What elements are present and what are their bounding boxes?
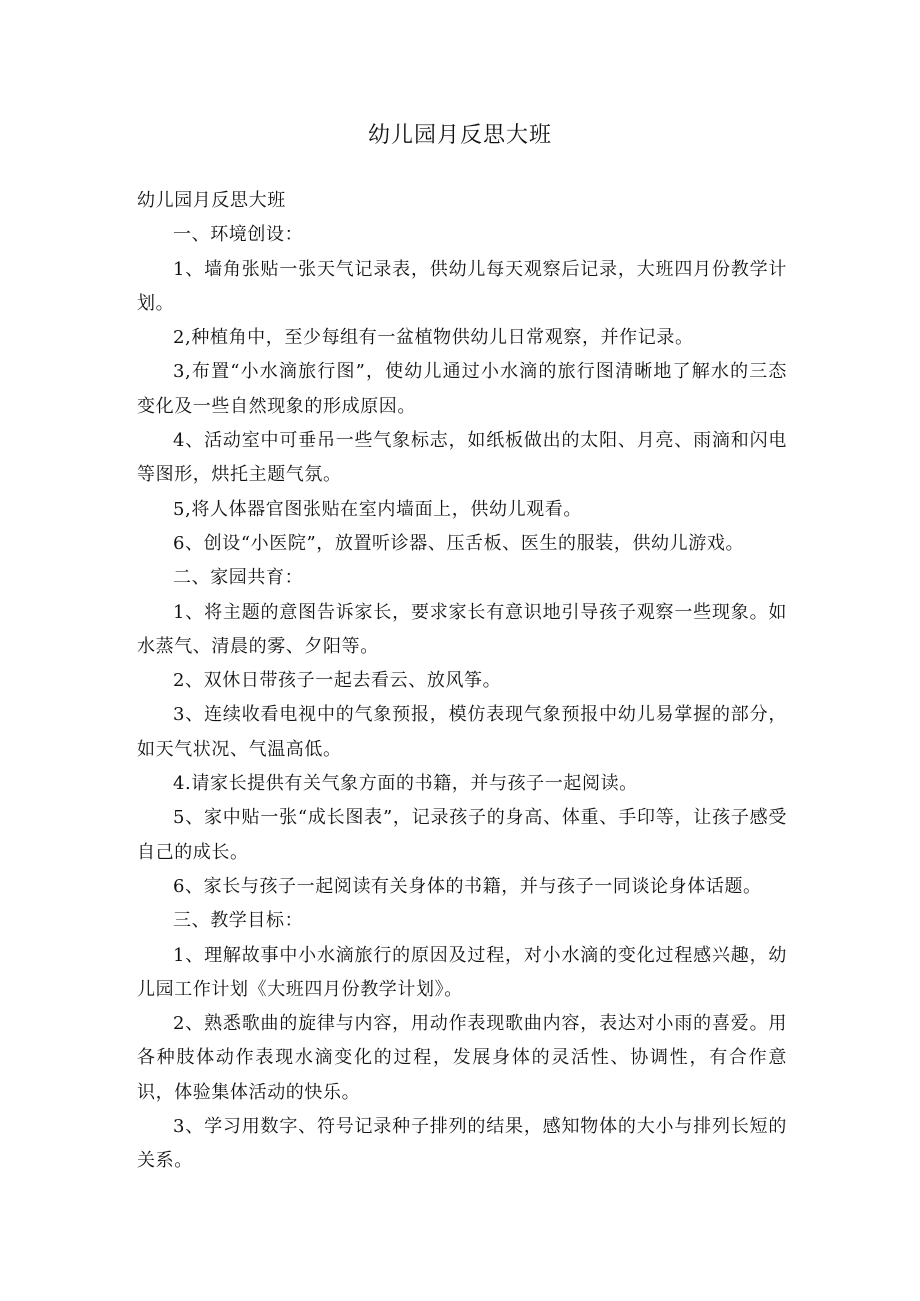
document-title: 幼儿园月反思大班 (367, 123, 552, 148)
paragraph: 2、熟悉歌曲的旋律与内容，用动作表现歌曲内容，表达对小雨的喜爱。用各种肢体动作表现水滴变化的过程，发展身体的灵活性、协调性，有合作意识，体验集体活动的快乐。 (137, 1013, 787, 1103)
section-heading-home-school: 二、家园共育： (173, 567, 304, 589)
paragraph: 6、家长与孩子一起阅读有关身体的书籍，并与孩子一同谈论身体话题。 (173, 875, 762, 897)
paragraph: 3,布置“小水滴旅行图”，使幼儿通过小水滴的旅行图清晰地了解水的三态变化及一些自然现象的形成原因。 (137, 361, 787, 417)
document-body (137, 184, 787, 1179)
paragraph: 1、将主题的意图告诉家长，要求家长有意识地引导孩子观察一些现象。如水蒸气、清晨的雾、夕阳等。 (137, 601, 787, 657)
paragraph: 6、创设“小医院”，放置听诊器、压舌板、医生的服装，供幼儿游戏。 (173, 532, 745, 554)
paragraph: 1、理解故事中小水滴旅行的原因及过程，对小水滴的变化过程感兴趣，幼儿园工作计划《大班四月份教学计划》。 (137, 944, 787, 1000)
section-heading-environment: 一、环境创设： (173, 224, 304, 246)
paragraph: 5,将人体器官图张贴在室内墙面上，供幼儿观看。 (173, 498, 582, 520)
subtitle-paragraph: 幼儿园月反思大班 (137, 190, 286, 211)
section-heading-teaching-goals: 三、教学目标： (173, 910, 304, 932)
paragraph: 1、墙角张贴一张天气记录表，供幼儿每天观察后记录，大班四月份教学计划。 (137, 258, 787, 314)
paragraph: 2、双休日带孩子一起去看云、放风筝。 (173, 670, 502, 692)
paragraph: 3、连续收看电视中的气象预报，模仿表现气象预报中幼儿易掌握的部分，如天气状况、气温高低。 (137, 704, 787, 760)
paragraph: 2,种植角中，至少每组有一盆植物供幼儿日常观察，并作记录。 (173, 327, 694, 349)
paragraph: 4、活动室中可垂吊一些气象标志，如纸板做出的太阳、月亮、雨滴和闪电等图形，烘托主题气氛。 (137, 430, 787, 486)
paragraph: 4.请家长提供有关气象方面的书籍，并与孩子一起阅读。 (173, 773, 638, 795)
paragraph: 5、家中贴一张“成长图表”，记录孩子的身高、体重、手印等，让孩子感受自己的成长。 (137, 807, 787, 863)
paragraph: 3、学习用数字、符号记录种子排列的结果，感知物体的大小与排列长短的关系。 (137, 1116, 787, 1172)
